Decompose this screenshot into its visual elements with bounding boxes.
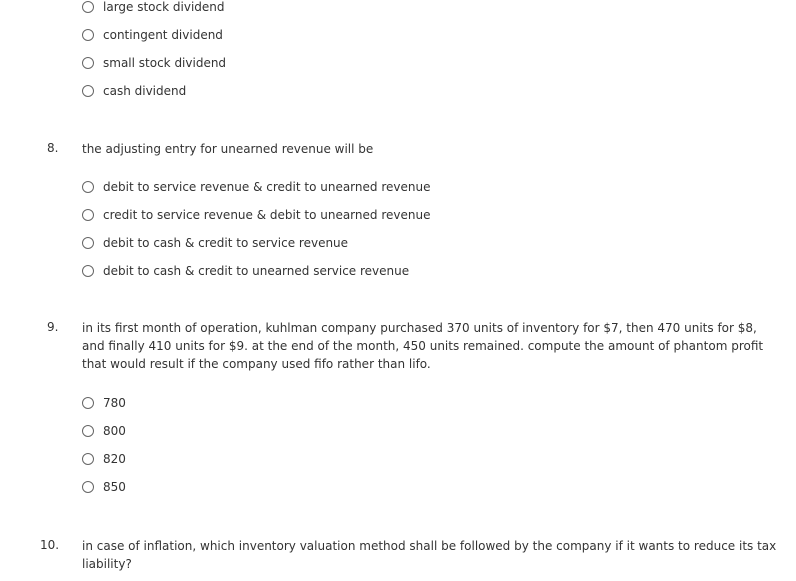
- option-label: large stock dividend: [103, 0, 225, 14]
- option-label: small stock dividend: [103, 56, 227, 70]
- question-text: the adjusting entry for unearned revenue will be: [82, 142, 374, 156]
- option-label: 780: [103, 396, 126, 410]
- radio-icon[interactable]: [82, 237, 94, 249]
- radio-icon[interactable]: [82, 425, 94, 437]
- question-text: in its first month of operation, kuhlman company purchased 370 units of inventory for $7, then 470 units for $8, and finally 410 units for $9. at the end of the month, 450 units remained. compute the amount of phantom profit that would result if the company used fifo rather than lifo.: [82, 321, 764, 371]
- radio-icon[interactable]: [82, 1, 94, 13]
- question-number: 9.: [47, 320, 59, 334]
- radio-icon[interactable]: [82, 265, 94, 277]
- radio-icon[interactable]: [82, 181, 94, 193]
- q9-option-800[interactable]: [82, 422, 126, 440]
- q8-option-1[interactable]: [82, 178, 430, 196]
- question-text: in case of inflation, which inventory valuation method shall be followed by the company if it wants to reduce its tax liability?: [82, 539, 777, 571]
- radio-icon[interactable]: [82, 397, 94, 409]
- radio-icon[interactable]: [82, 481, 94, 493]
- q7-option-contingent-dividend[interactable]: [82, 26, 223, 44]
- q9-option-850[interactable]: [82, 478, 126, 496]
- option-label: contingent dividend: [103, 28, 223, 42]
- q9-option-780[interactable]: [82, 394, 126, 412]
- q8-option-3[interactable]: [82, 234, 348, 252]
- option-label: 850: [103, 480, 126, 494]
- option-label: debit to service revenue & credit to unearned revenue: [103, 180, 431, 194]
- option-label: 820: [103, 452, 126, 466]
- q8-option-2[interactable]: [82, 206, 430, 224]
- radio-icon[interactable]: [82, 209, 94, 221]
- question-number: 8.: [47, 141, 59, 155]
- radio-icon[interactable]: [82, 85, 94, 97]
- question-number: 10.: [40, 538, 60, 552]
- q7-option-small-stock-dividend[interactable]: [82, 54, 226, 72]
- radio-icon[interactable]: [82, 453, 94, 465]
- option-label: 800: [103, 424, 126, 438]
- option-label: debit to cash & credit to service revenue: [103, 236, 349, 250]
- q9-option-820[interactable]: [82, 450, 126, 468]
- q7-option-large-stock-dividend[interactable]: [82, 0, 225, 16]
- option-label: debit to cash & credit to unearned service revenue: [103, 264, 410, 278]
- radio-icon[interactable]: [82, 57, 94, 69]
- q7-option-cash-dividend[interactable]: [82, 82, 186, 100]
- q8-option-4[interactable]: [82, 262, 409, 280]
- option-label: credit to service revenue & debit to unearned revenue: [103, 208, 431, 222]
- radio-icon[interactable]: [82, 29, 94, 41]
- option-label: cash dividend: [103, 84, 187, 98]
